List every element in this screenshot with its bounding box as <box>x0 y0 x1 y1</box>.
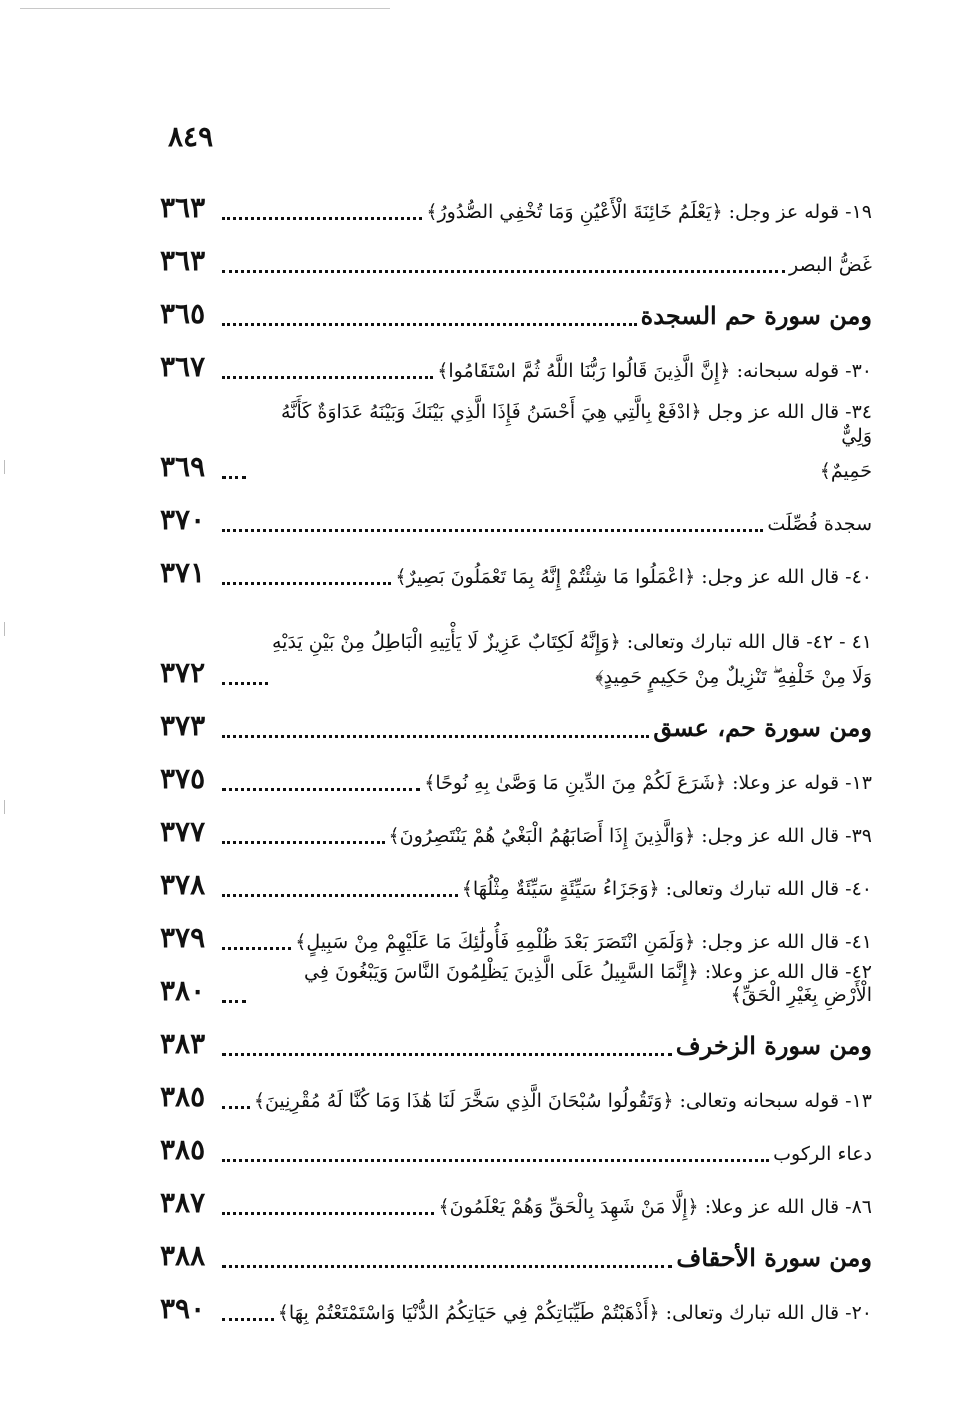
toc-entry-title: ٤١- قال الله عز وجل: ﴿وَلَمَنِ انْتَصَرَ بَعْدَ ظُلْمِهِ فَأُولَٰئِكَ مَا عَلَيْهِمْ مِنْ سَبِيلٍ﴾ <box>295 931 872 954</box>
edge-mark <box>4 460 5 474</box>
toc-entry <box>160 1281 872 1334</box>
toc-entry-title-line2: حَمِيمٌ﴾ <box>819 460 872 483</box>
toc-entry <box>160 233 872 286</box>
toc-entry-page: ٣٧٥ <box>160 762 206 795</box>
toc-section-heading <box>160 286 872 339</box>
leader-dots <box>222 1106 250 1109</box>
toc-entry-title: ٤٢- قال الله عز وعلا: ﴿إِنَّمَا السَّبِيلُ عَلَى الَّذِينَ يَظْلِمُونَ النَّاسَ وَيَبْغُونَ فِي الْأَرْضِ بِغَيْرِ الْحَقِّ﴾ <box>304 960 872 1007</box>
leader-dots <box>222 1000 246 1003</box>
toc-entry <box>160 392 872 492</box>
toc-entry-page: ٣٨٧ <box>160 1186 206 1219</box>
toc-entry-title-line2: وَلَا مِنْ خَلْفِهِ ۖ تَنْزِيلٌ مِنْ حَكِيمٍ حَمِيدٍ﴾ <box>595 666 872 689</box>
toc-entry-title: ٨٦- قال الله عز وعلا: ﴿إِلَّا مَنْ شَهِدَ بِالْحَقِّ وَهُمْ يَعْلَمُونَ﴾ <box>438 1196 872 1219</box>
page-number: ٨٤٩ <box>168 120 214 153</box>
toc-entry-page: ٣٦٣ <box>160 191 206 224</box>
toc-entry-page: ٣٧٩ <box>160 921 206 954</box>
toc-entry-page: ٣٧٣ <box>160 709 206 742</box>
toc-entry-page: ٣٨٠ <box>160 974 206 1007</box>
toc-entry-page: ٣٨٥ <box>160 1133 206 1166</box>
leader-dots <box>222 1265 672 1268</box>
section-title: ومن سورة حم، عسق <box>653 713 872 742</box>
toc-entry-title: غَضُّ البصر <box>788 254 872 277</box>
leader-dots <box>222 947 291 950</box>
toc-entry-page: ٣٧٨ <box>160 868 206 901</box>
toc-entry-page: ٣٨٨ <box>160 1239 206 1272</box>
toc-entry <box>160 857 872 910</box>
toc-entry-title: ١٣- قوله عز وعلا: ﴿شَرَعَ لَكُمْ مِنَ الدِّينِ مَا وَصَّىٰ بِهِ نُوحًا﴾ <box>424 772 872 795</box>
toc-entry-title: سجدة فُصِّلَت <box>767 513 872 536</box>
toc-entry-title <box>272 631 872 691</box>
toc-entry-title-line1: ٤١ - ٤٢- قال الله تبارك وتعالى: ﴿وَإِنَّهُ لَكِتَابٌ عَزِيزٌ لَا يَأْتِيهِ الْبَاطِلُ مِنْ بَيْنِ يَدَيْهِ <box>271 630 872 653</box>
toc-entry-title: دعاء الركوب <box>773 1143 872 1166</box>
toc-entry <box>160 180 872 233</box>
leader-dots <box>222 788 420 791</box>
section-title: ومن سورة الزخرف <box>675 1031 872 1060</box>
top-rule <box>20 8 390 9</box>
toc-entry-title-line1: ٣٤- قال الله عز وجل ﴿ادْفَعْ بِالَّتِي هِيَ أَحْسَنُ فَإِذَا الَّذِي بَيْنَكَ وَبَيْنَهُ عَدَاوَةٌ كَأَنَّهُ وَلِيٌّ <box>281 400 872 447</box>
toc-entry <box>160 598 872 698</box>
toc-entry <box>160 751 872 804</box>
toc-entry <box>160 1069 872 1122</box>
toc-entry <box>160 492 872 545</box>
toc-entry <box>160 804 872 857</box>
toc-section-heading <box>160 1016 872 1069</box>
leader-dots <box>222 476 246 479</box>
toc-entry-title <box>250 401 872 484</box>
toc-entry <box>160 339 872 392</box>
toc-entry-page: ٣٦٣ <box>160 244 206 277</box>
toc-entry <box>160 1122 872 1175</box>
leader-dots <box>222 582 391 585</box>
toc-entry-title: ١٩- قوله عز وجل: ﴿يَعْلَمُ خَائِنَةَ الْأَعْيُنِ وَمَا تُخْفِي الصُّدُورُ﴾ <box>426 201 872 224</box>
toc-entry-page: ٣٨٥ <box>160 1080 206 1113</box>
edge-mark <box>4 800 5 814</box>
toc-entry <box>160 1175 872 1228</box>
toc-entry <box>160 545 872 598</box>
toc-entry-page: ٣٦٩ <box>160 450 206 483</box>
toc-entry-page: ٣٦٧ <box>160 350 206 383</box>
leader-dots <box>222 841 385 844</box>
toc-entry <box>160 910 872 963</box>
leader-dots <box>222 529 763 532</box>
leader-dots <box>222 270 785 273</box>
leader-dots <box>222 1212 434 1215</box>
toc-entry-page: ٣٧٠ <box>160 503 206 536</box>
toc-entry <box>160 960 872 1016</box>
toc-entry-title: ٢٠- قال الله تبارك وتعالى: ﴿أَذْهَبْتُمْ طَيِّبَاتِكُمْ فِي حَيَاتِكُمُ الدُّنْيَا وَاسْتَمْتَعْتُمْ بِهَا﴾ <box>277 1302 872 1325</box>
leader-dots <box>222 894 458 897</box>
toc-entry-page: ٣٨٣ <box>160 1027 206 1060</box>
leader-dots <box>222 735 649 738</box>
section-title: ومن سورة حم السجدة <box>640 301 872 330</box>
toc-entry-page: ٣٧٢ <box>160 656 206 689</box>
leader-dots <box>222 1159 769 1162</box>
leader-dots <box>222 682 268 685</box>
leader-dots <box>222 1053 672 1056</box>
edge-mark <box>4 622 5 636</box>
toc-entry-page: ٣٩٠ <box>160 1292 206 1325</box>
leader-dots <box>222 323 637 326</box>
toc-entry-page: ٣٧١ <box>160 556 206 589</box>
toc-section-heading <box>160 698 872 751</box>
toc-entry-title: ٣٠- قوله سبحانه: ﴿إِنَّ الَّذِينَ قَالُوا رَبُّنَا اللَّهُ ثُمَّ اسْتَقَامُوا﴾ <box>437 360 872 383</box>
leader-dots <box>222 376 433 379</box>
leader-dots <box>222 1318 274 1321</box>
toc-section-heading <box>160 1228 872 1281</box>
toc-entry-title: ١٣- قوله سبحانه وتعالى: ﴿وَتَقُولُوا سُبْحَانَ الَّذِي سَخَّرَ لَنَا هَٰذَا وَمَا كُنَّا لَهُ مُقْرِنِينَ﴾ <box>253 1090 872 1113</box>
toc-entry-page: ٣٧٧ <box>160 815 206 848</box>
toc-entry-title: ٣٩- قال الله عز وجل: ﴿وَالَّذِينَ إِذَا أَصَابَهُمُ الْبَغْيُ هُمْ يَنْتَصِرُونَ﴾ <box>388 825 872 848</box>
toc-entry-title: ٤٠- قال الله تبارك وتعالى: ﴿وَجَزَاءُ سَيِّئَةٍ سَيِّئَةٌ مِثْلُهَا﴾ <box>461 878 872 901</box>
toc-entry-page: ٣٦٥ <box>160 297 206 330</box>
toc-entry-title: ٤٠- قال الله عز وجل: ﴿اعْمَلُوا مَا شِئْتُمْ إِنَّهُ بِمَا تَعْمَلُونَ بَصِيرٌ﴾ <box>395 566 872 589</box>
section-title: ومن سورة الأحقاف <box>676 1243 872 1272</box>
leader-dots <box>222 217 422 220</box>
table-of-contents <box>160 180 872 1334</box>
